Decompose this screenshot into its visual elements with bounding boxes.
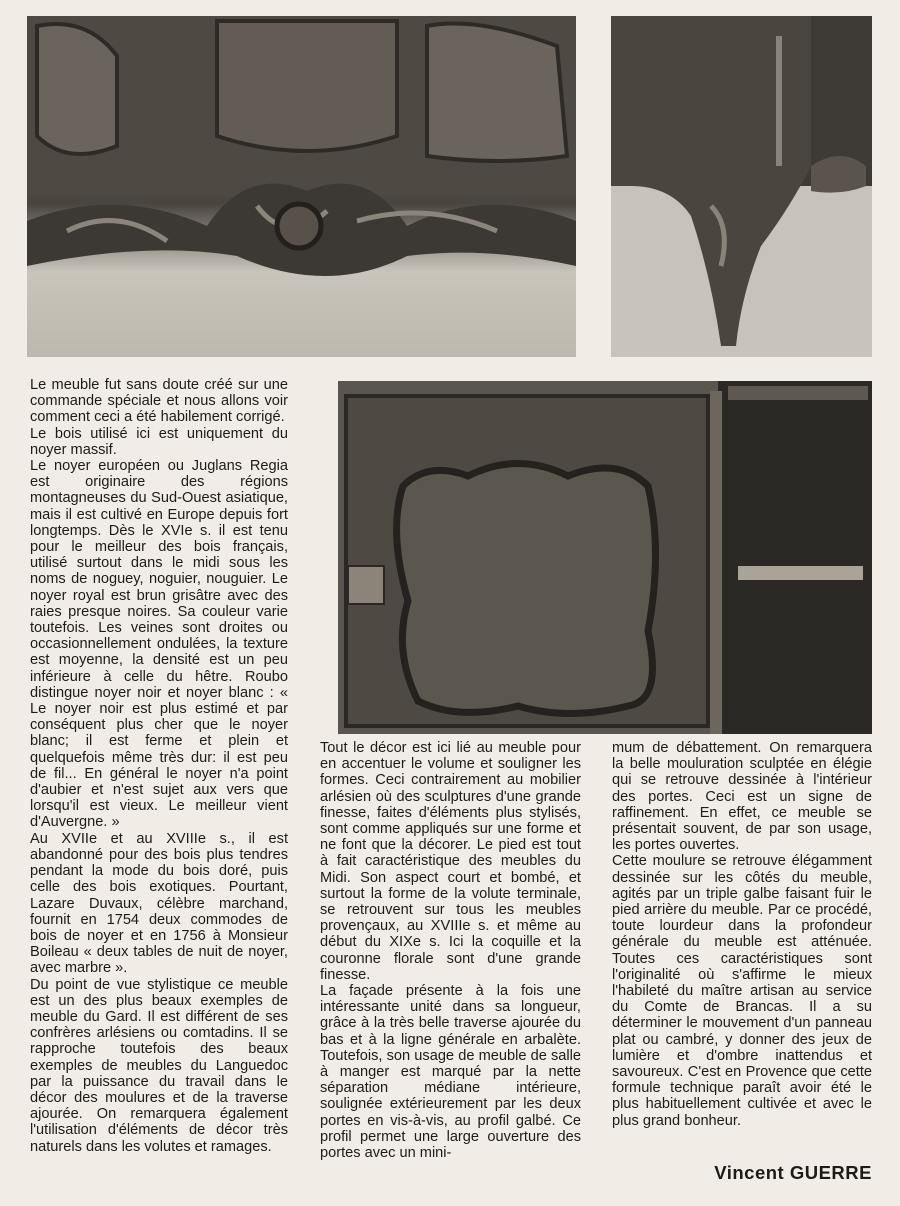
open-door-panel-photo bbox=[338, 381, 872, 734]
article-paragraph: Du point de vue stylistique ce meuble est un des plus beaux exemples de meuble du Gard. Il est différent de ses confrères arlésiens ou comtadins. Il se rapproche toutefois des beaux exemples de meubles du Languedoc par la puissance du travail dans le décor des moulures et de la traverse ajourée. On remarquera également l'utilisation d'éléments de décor très naturels dans les volutes et ramages. bbox=[30, 976, 288, 1155]
article-paragraph: Le noyer européen ou Juglans Regia est originaire des régions montagneuses du Sud-Ouest asiatique, mais il est cultivé en Europe depuis fort longtemps. Dès le XVIe s. il est tenu pour le meilleur des bois français, utilisé surtout dans le midi sous les noms de noguey, noguier, nouguier. Le noyer royal est brun grisâtre avec des raies presque noires. Sa couleur varie toutefois. Les veines sont droites ou occasionnellement ondulées, la texture est moyenne, la densité est un peu inférieure à celle du hêtre. Roubo distingue noyer noir et noyer blanc : « Le noyer noir est plus estimé et par conséquent plus cher que le noyer blanc; il est ferme et plein et quelquefois même très dur: il est peu de fil... En général le noyer n'a point d'aubier et n'est sujet aux vers que lorsqu'il est vieux. Le meilleur vient d'Auvergne. » bbox=[30, 458, 288, 831]
article-paragraph: Le meuble fut sans doute créé sur une commande spéciale et nous allons voir comment ceci a été habilement corrigé. bbox=[30, 377, 288, 426]
carved-apron-photo bbox=[27, 16, 576, 357]
article-paragraph: mum de débattement. On remarquera la belle mouluration sculptée en élégie qui se retrouve dessinée à l'intérieur des portes. Ceci est un signe de raffinement. En effet, ce meuble se présentait souvent, de par son usage, les portes ouvertes. bbox=[612, 740, 872, 854]
article-paragraph: Tout le décor est ici lié au meuble pour en accentuer le volume et souligner les formes. Ceci contrairement au mobilier arlésien où des sculptures d'une grande finesse, faites d'éléments plus stylisés, sont comme appliqués sur une forme et ne font que la décorer. Le pied est tout à fait caractéristique des meubles du Midi. Son aspect court et bombé, et surtout la forme de la volute terminale, se retrouvent sur tous les meubles provençaux, au XVIIIe s. et même au début du XIXe s. Ici la coquille et la couronne florale sont d'une grande finesse. bbox=[320, 740, 581, 983]
article-column-left bbox=[30, 377, 288, 1155]
carved-leg-photo bbox=[611, 16, 872, 357]
author-signature: Vincent GUERRE bbox=[714, 1162, 872, 1183]
article-paragraph: La façade présente à la fois une intéressante unité dans sa longueur, grâce à la très belle traverse ajourée du bas et à la ligne générale en arbalète. Toutefois, son usage de meuble de salle à manger est marqué par la nette séparation médiane intérieure, soulignée extérieurement par les deux portes en vis-à-vis, au profil galbé. Ce profil permet une large ouverture des portes avec un mini- bbox=[320, 983, 581, 1162]
article-paragraph: Au XVIIe et au XVIIIe s., il est abandonné pour des bois plus tendres pendant la mode du bois doré, puis celle des bois exotiques. Pourtant, Lazare Duvaux, célèbre marchand, fournit en 1754 deux commodes de bois de noyer et en 1756 à Monsieur Boileau « deux tables de nuit de noyer, avec marbre ». bbox=[30, 830, 288, 977]
article-column-middle bbox=[320, 740, 581, 1161]
article-paragraph: Cette moulure se retrouve élégamment dessinée sur les côtés du meuble, agités par un triple galbe faisant fuir le pied arrière du meuble. Par ce procédé, toute lourdeur dans la profondeur générale du meuble est atténuée. Toutes ces caractéristiques sont l'originalité où s'affirme le mieux l'habileté du maître artisan au service du Comte de Brancas. Il a su déterminer le mouvement d'un panneau plat ou cambré, y donner des jeux de lumière et d'ombre inattendus et savoureux. C'est en Provence que cette formule technique paraît avoir été le plus habituellement cultivée et avec le plus grand bonheur. bbox=[612, 853, 872, 1129]
article-paragraph: Le bois utilisé ici est uniquement du noyer massif. bbox=[30, 425, 288, 458]
article-column-right bbox=[612, 740, 872, 1129]
